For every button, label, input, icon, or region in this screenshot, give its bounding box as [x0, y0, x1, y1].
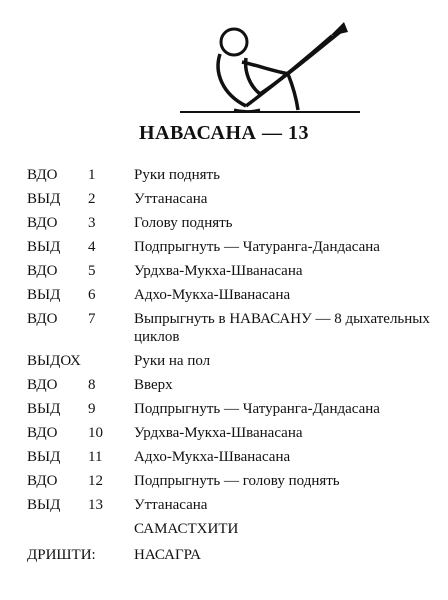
- step-text: Подпрыгнуть — Чатуранга-Дандасана: [134, 401, 380, 417]
- breath-label: ВЫД: [27, 239, 61, 255]
- step-number: 1: [88, 167, 96, 183]
- step-number: 8: [88, 377, 96, 393]
- breath-label: ВЫДОХ: [27, 353, 81, 369]
- breath-label: ВЫД: [27, 191, 61, 207]
- step-number: 6: [88, 287, 96, 303]
- step-number: 7: [88, 311, 96, 327]
- breath-label: ДРИШТИ:: [27, 547, 96, 563]
- step-number: 3: [88, 215, 96, 231]
- step-text: Руки поднять: [134, 167, 220, 183]
- breath-label: ВДО: [27, 425, 58, 441]
- breath-label: ВЫД: [27, 287, 61, 303]
- step-text: Выпрыгнуть в НАВАСАНУ — 8 дыхательных циклов: [134, 311, 430, 345]
- step-text: Урдхва-Мукха-Шванасана: [134, 263, 303, 279]
- breath-label: ВДО: [27, 311, 58, 327]
- breath-label: ВДО: [27, 473, 58, 489]
- navasana-pose-icon: [150, 14, 370, 114]
- step-text: САМАСТХИТИ: [134, 521, 239, 537]
- step-number: 5: [88, 263, 96, 279]
- step-text: Уттанасана: [134, 191, 208, 207]
- step-text: Голову поднять: [134, 215, 233, 231]
- step-number: 12: [88, 473, 103, 489]
- step-text: Подпрыгнуть — голову поднять: [134, 473, 340, 489]
- step-text: Вверх: [134, 377, 173, 393]
- step-number: 13: [88, 497, 103, 513]
- page-title: НАВАСАНА — 13: [139, 122, 309, 144]
- step-number: 9: [88, 401, 96, 417]
- step-text: Адхо-Мукха-Шванасана: [134, 449, 291, 465]
- step-text: Уттанасана: [134, 497, 208, 513]
- step-text: Руки на пол: [134, 353, 211, 369]
- step-text: Подпрыгнуть — Чатуранга-Дандасана: [134, 239, 380, 255]
- step-text: НАСАГРА: [134, 547, 201, 563]
- step-number: 11: [88, 449, 103, 465]
- breath-label: ВЫД: [27, 449, 61, 465]
- breath-label: ВДО: [27, 377, 58, 393]
- breath-label: ВДО: [27, 263, 58, 279]
- breath-label: ВЫД: [27, 401, 61, 417]
- breath-label: ВДО: [27, 215, 58, 231]
- step-number: 2: [88, 191, 96, 207]
- step-number: 10: [88, 425, 103, 441]
- breath-label: ВЫД: [27, 497, 61, 513]
- step-number: 4: [88, 239, 96, 255]
- step-text: Урдхва-Мукха-Шванасана: [134, 425, 303, 441]
- step-text: Адхо-Мукха-Шванасана: [134, 287, 291, 303]
- breath-label: ВДО: [27, 167, 58, 183]
